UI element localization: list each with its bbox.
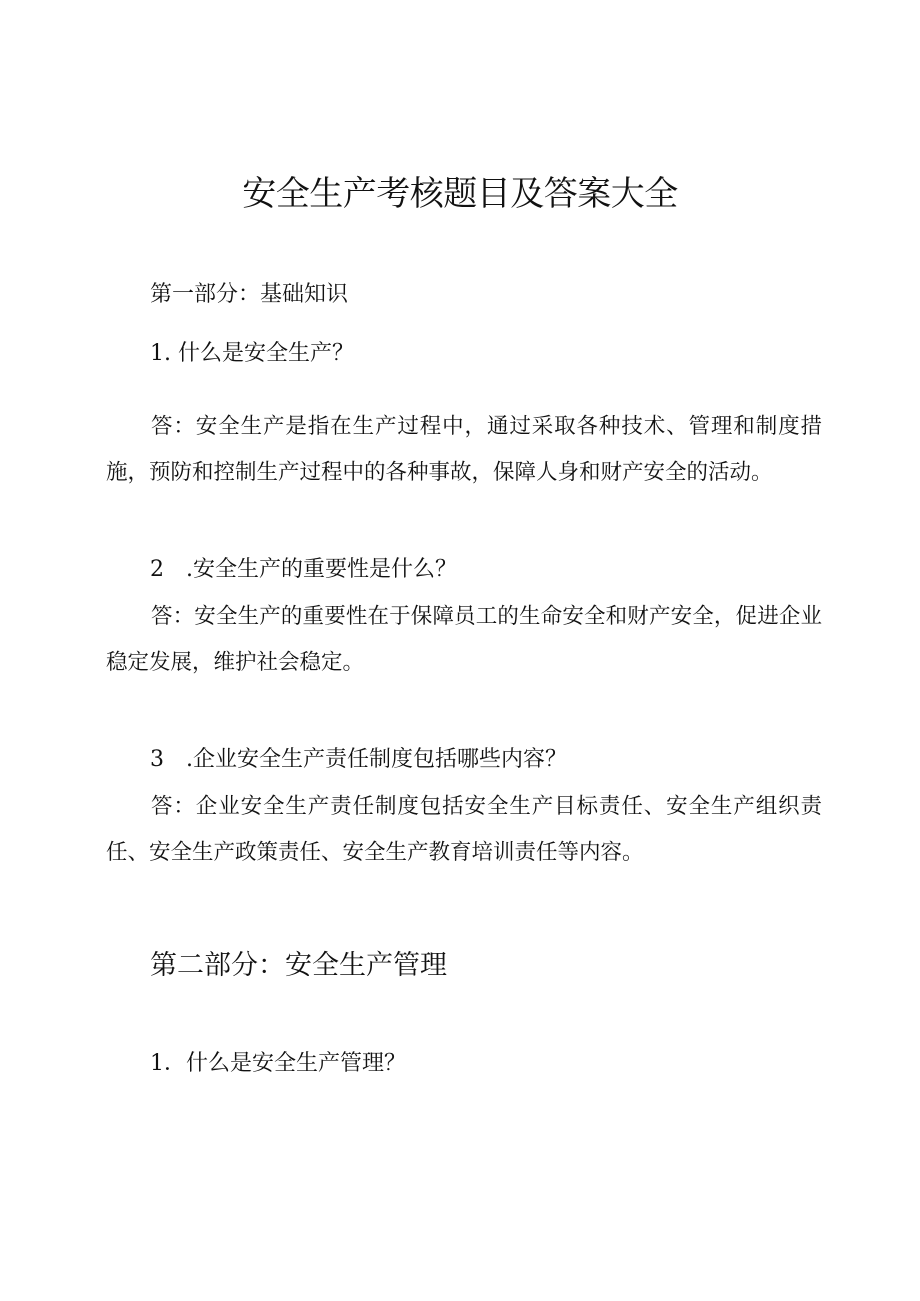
answer-2: 答：安全生产的重要性在于保障员工的生命安全和财产安全，促进企业稳定发展，维护社会稳定。 bbox=[106, 604, 822, 675]
part1-heading: 第一部分：基础知识 bbox=[150, 282, 349, 307]
part2-heading: 第二部分：安全生产管理 bbox=[150, 950, 447, 981]
question-1: 1. 什么是安全生产？ bbox=[150, 341, 354, 366]
answer-1: 答：安全生产是指在生产过程中，通过采取各种技术、管理和制度措施，预防和控制生产过程中的各种事故，保障人身和财产安全的活动。 bbox=[106, 414, 822, 485]
document-title: 安全生产考核题目及答案大全 bbox=[242, 174, 678, 214]
question-2: 2 .安全生产的重要性是什么？ bbox=[150, 557, 457, 582]
part2-question-1: 1．什么是安全生产管理？ bbox=[150, 1051, 406, 1076]
question-3: 3 .企业安全生产责任制度包括哪些内容？ bbox=[150, 747, 567, 772]
answer-3: 答：企业安全生产责任制度包括安全生产目标责任、安全生产组织责任、安全生产政策责任、安全生产教育培训责任等内容。 bbox=[106, 794, 822, 865]
